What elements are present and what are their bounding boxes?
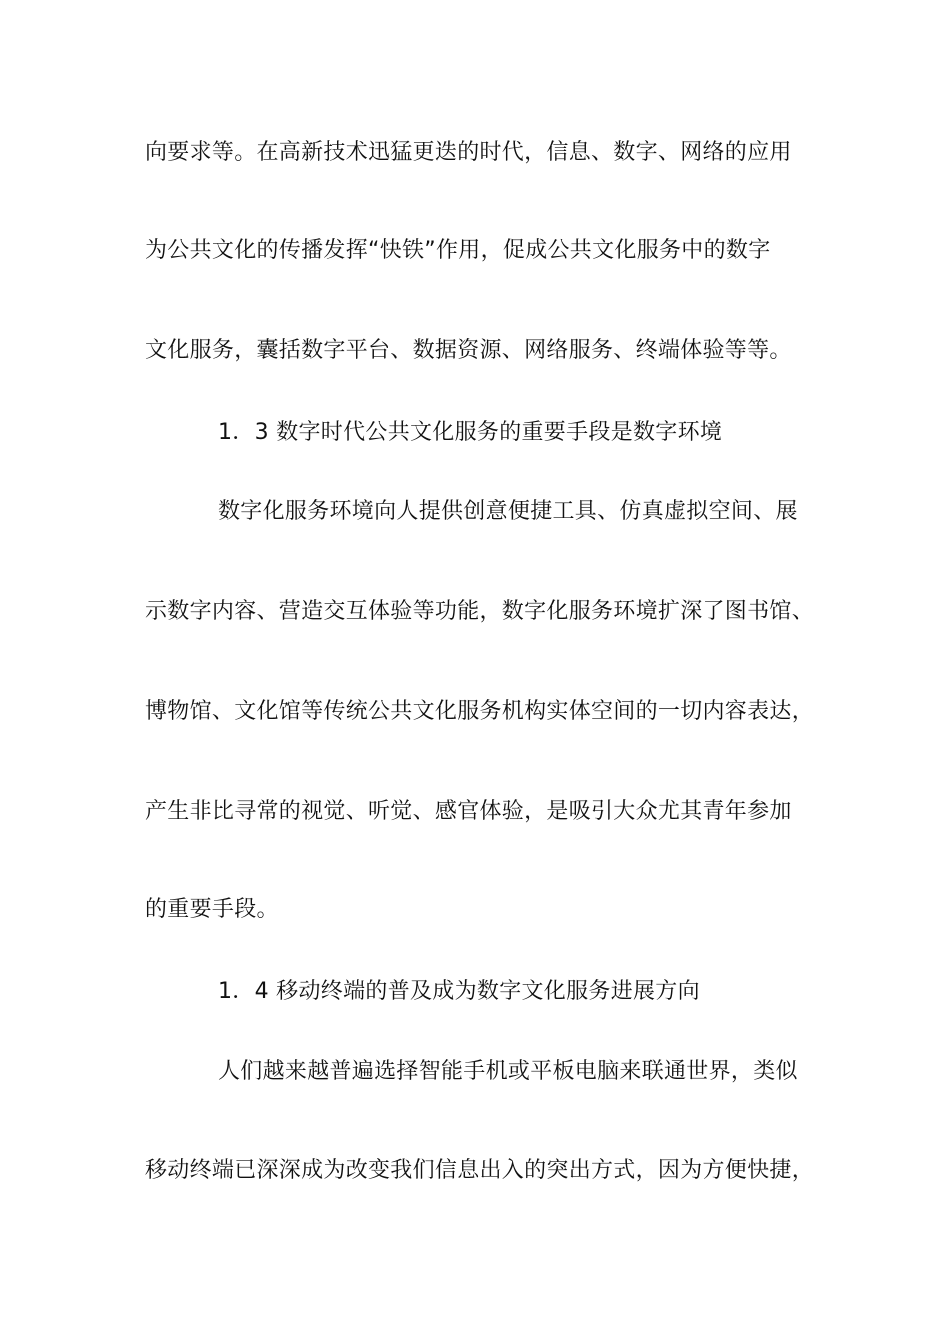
paragraph-line: 文化服务，囊括数字平台、数据资源、网络服务、终端体验等等。 <box>145 338 792 363</box>
paragraph-line: 产生非比寻常的视觉、听觉、感官体验，是吸引大众尤其青年参加 <box>145 799 792 824</box>
paragraph-line: 示数字内容、营造交互体验等功能，数字化服务环境扩深了图书馆、 <box>145 599 815 624</box>
paragraph-line: 为公共文化的传播发挥“快铁”作用，促成公共文化服务中的数字 <box>145 238 771 263</box>
paragraph-line: 移动终端已深深成为改变我们信息出入的突出方式，因为方便快捷， <box>145 1158 815 1183</box>
paragraph-line: 的重要手段。 <box>145 897 279 922</box>
section-heading: 1．3 数字时代公共文化服务的重要手段是数字环境 <box>218 420 723 445</box>
section-heading: 1．4 移动终端的普及成为数字文化服务进展方向 <box>218 979 700 1004</box>
paragraph-line: 人们越来越普遍选择智能手机或平板电脑来联通世界，类似 <box>218 1059 798 1084</box>
paragraph-line: 向要求等。在高新技术迅猛更迭的时代，信息、数字、网络的应用 <box>145 140 792 165</box>
paragraph-line: 博物馆、文化馆等传统公共文化服务机构实体空间的一切内容表达， <box>145 699 815 724</box>
paragraph-line: 数字化服务环境向人提供创意便捷工具、仿真虚拟空间、展 <box>218 499 798 524</box>
